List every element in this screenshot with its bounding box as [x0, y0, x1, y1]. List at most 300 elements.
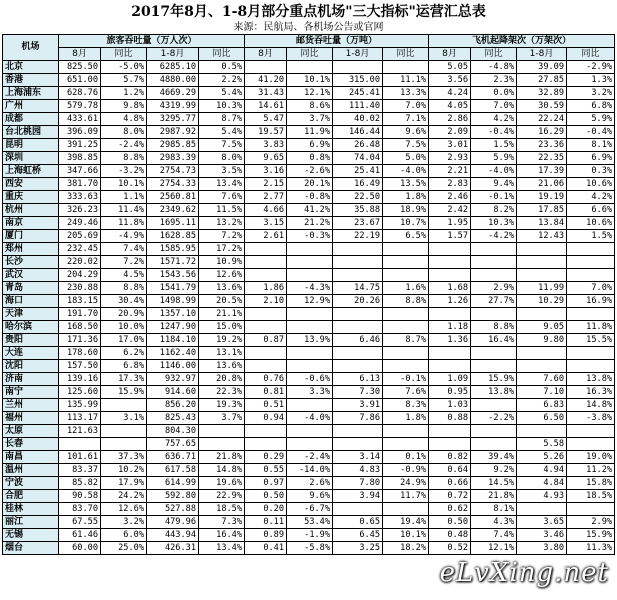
data-cell: 4880.00 — [147, 74, 199, 87]
data-cell: 7.10 — [517, 386, 567, 399]
data-cell — [383, 438, 429, 451]
data-cell — [333, 347, 383, 360]
data-cell: 3.15 — [245, 217, 287, 230]
data-cell: 12.1% — [471, 542, 517, 555]
data-cell — [471, 243, 517, 256]
data-cell — [287, 321, 333, 334]
data-cell: 83.37 — [59, 464, 101, 477]
table-row — [3, 230, 615, 243]
sub-header: 同比 — [383, 48, 429, 61]
data-cell: 9.6% — [383, 126, 429, 139]
data-cell: 7.0% — [383, 100, 429, 113]
data-cell: 1.57 — [429, 230, 471, 243]
data-cell: 13.8% — [567, 373, 615, 386]
data-cell — [567, 256, 615, 269]
data-cell: 171.36 — [59, 334, 101, 347]
data-cell: -2.2% — [471, 412, 517, 425]
data-cell: 1146.00 — [147, 360, 199, 373]
data-cell: 7.86 — [333, 412, 383, 425]
data-cell — [517, 360, 567, 373]
data-cell: 8.8% — [101, 282, 147, 295]
data-cell: 16.4% — [199, 529, 245, 542]
data-cell — [471, 347, 517, 360]
table-row — [3, 256, 615, 269]
airport-name-cell: 香港 — [3, 74, 59, 87]
data-cell — [429, 360, 471, 373]
data-cell: 9.05 — [517, 321, 567, 334]
data-cell — [287, 256, 333, 269]
table-row — [3, 178, 615, 191]
data-cell: 6.8% — [101, 360, 147, 373]
airport-name-cell: 南京 — [3, 217, 59, 230]
data-cell: 4.83 — [333, 464, 383, 477]
data-cell: 22.3% — [199, 386, 245, 399]
data-cell: 0.89 — [245, 529, 287, 542]
data-cell — [245, 61, 287, 74]
data-cell — [517, 243, 567, 256]
data-cell — [333, 425, 383, 438]
table-row — [3, 308, 615, 321]
data-cell: 3295.77 — [147, 113, 199, 126]
data-cell: 13.5% — [383, 178, 429, 191]
data-cell: 13.4% — [199, 542, 245, 555]
data-cell: 12.9% — [287, 295, 333, 308]
data-cell: 2.86 — [429, 113, 471, 126]
airport-name-cell: 长沙 — [3, 256, 59, 269]
passenger-group-header: 旅客吞吐量（万人次） — [59, 35, 245, 48]
data-cell: 479.96 — [147, 516, 199, 529]
data-cell: 6.46 — [333, 334, 383, 347]
data-cell: 3.16 — [245, 165, 287, 178]
data-cell: 146.44 — [333, 126, 383, 139]
data-cell: -1.9% — [287, 529, 333, 542]
airport-name-cell: 郑州 — [3, 243, 59, 256]
data-cell — [429, 425, 471, 438]
data-cell: 0.41 — [245, 542, 287, 555]
airport-name-cell: 烟台 — [3, 542, 59, 555]
data-cell: 13.4% — [199, 178, 245, 191]
table-row — [3, 529, 615, 542]
data-cell — [101, 425, 147, 438]
data-cell — [333, 321, 383, 334]
table-row — [3, 152, 615, 165]
data-cell: 2.6% — [287, 477, 333, 490]
data-cell: 7.5% — [383, 139, 429, 152]
data-cell: 2.9% — [567, 516, 615, 529]
data-cell: 18.5% — [567, 490, 615, 503]
data-cell — [245, 243, 287, 256]
data-cell: 249.46 — [59, 217, 101, 230]
data-cell: 1543.56 — [147, 269, 199, 282]
data-cell: 7.80 — [333, 477, 383, 490]
table-row — [3, 334, 615, 347]
airport-name-cell: 武汉 — [3, 269, 59, 282]
data-cell: 7.0% — [567, 282, 615, 295]
data-cell: 0.11 — [245, 516, 287, 529]
data-cell — [517, 308, 567, 321]
data-cell: 7.0% — [471, 100, 517, 113]
data-cell: 6.50 — [517, 412, 567, 425]
data-cell: 9.65 — [245, 152, 287, 165]
data-cell: -4.2% — [471, 230, 517, 243]
data-cell: 5.9% — [567, 113, 615, 126]
data-cell: 13.6% — [199, 282, 245, 295]
data-cell: 10.2% — [101, 464, 147, 477]
data-cell: 15.9% — [101, 386, 147, 399]
data-cell: -4.0% — [383, 165, 429, 178]
data-cell: 3.7% — [287, 113, 333, 126]
table-row — [3, 477, 615, 490]
data-cell: 6.5% — [383, 230, 429, 243]
data-cell: 60.00 — [59, 542, 101, 555]
sub-header: 同比 — [287, 48, 333, 61]
data-cell: 0.65 — [333, 516, 383, 529]
data-cell — [245, 438, 287, 451]
data-cell: 18.2% — [383, 542, 429, 555]
data-cell — [429, 269, 471, 282]
data-cell: 25.0% — [101, 542, 147, 555]
data-cell: 4.8% — [101, 113, 147, 126]
data-cell: 4319.99 — [147, 100, 199, 113]
data-cell: 13.6% — [199, 360, 245, 373]
data-cell — [567, 308, 615, 321]
data-cell: 1.03 — [429, 399, 471, 412]
data-cell: -3.2% — [101, 165, 147, 178]
data-cell: 8.1% — [471, 503, 517, 516]
data-cell — [199, 425, 245, 438]
data-cell: 10.9% — [199, 256, 245, 269]
sub-header: 1-8月 — [517, 48, 567, 61]
data-cell: 1628.85 — [147, 230, 199, 243]
data-cell: -0.4% — [567, 126, 615, 139]
data-cell: -4.9% — [101, 230, 147, 243]
data-cell — [567, 503, 615, 516]
data-cell — [287, 399, 333, 412]
data-cell: -4.0% — [471, 165, 517, 178]
airport-name-cell: 深圳 — [3, 152, 59, 165]
data-cell: -4.3% — [287, 282, 333, 295]
data-cell: 37.3% — [101, 451, 147, 464]
airport-name-cell: 厦门 — [3, 230, 59, 243]
data-cell: 592.80 — [147, 490, 199, 503]
data-cell: 90.58 — [59, 490, 101, 503]
table-row — [3, 74, 615, 87]
data-cell: 1.36 — [429, 334, 471, 347]
data-cell: 391.25 — [59, 139, 101, 152]
data-cell — [333, 438, 383, 451]
data-cell — [245, 347, 287, 360]
data-cell: 0.1% — [383, 451, 429, 464]
source-note: 来源：民航局、各机场公告或官网 — [233, 22, 384, 33]
table-row — [3, 516, 615, 529]
data-cell: 9.80 — [517, 334, 567, 347]
data-cell: 19.19 — [517, 191, 567, 204]
data-cell: 4.94 — [517, 464, 567, 477]
data-cell — [517, 269, 567, 282]
data-cell: 21.8% — [199, 451, 245, 464]
airport-name-cell: 温州 — [3, 464, 59, 477]
table-row — [3, 438, 615, 451]
data-cell: 347.66 — [59, 165, 101, 178]
data-cell — [567, 347, 615, 360]
data-cell: 3.91 — [333, 399, 383, 412]
data-cell: 13.84 — [517, 217, 567, 230]
data-cell: 10.6% — [567, 217, 615, 230]
data-cell: 0.88 — [429, 412, 471, 425]
data-cell: 101.61 — [59, 451, 101, 464]
data-cell: 3.3% — [287, 386, 333, 399]
data-cell: 4.3% — [471, 516, 517, 529]
data-cell: 20.5% — [199, 295, 245, 308]
data-cell: 40.02 — [333, 113, 383, 126]
data-cell: 2.3% — [471, 74, 517, 87]
table-row — [3, 113, 615, 126]
data-cell: 16.3% — [567, 386, 615, 399]
data-cell: 10.6% — [567, 178, 615, 191]
table-row — [3, 321, 615, 334]
airport-name-cell: 贵阳 — [3, 334, 59, 347]
data-cell: 11.9% — [287, 126, 333, 139]
data-cell: 8.6% — [287, 100, 333, 113]
data-cell: 0.64 — [429, 464, 471, 477]
data-cell: -4.0% — [287, 412, 333, 425]
data-cell: 10.3% — [199, 100, 245, 113]
data-cell: 11.2% — [567, 464, 615, 477]
table-row — [3, 165, 615, 178]
airport-name-cell: 北京 — [3, 61, 59, 74]
data-cell: 17.85 — [517, 204, 567, 217]
data-cell: 0.8% — [287, 152, 333, 165]
data-cell — [517, 503, 567, 516]
airport-name-cell: 西安 — [3, 178, 59, 191]
data-cell: 3.56 — [429, 74, 471, 87]
data-cell: -0.8% — [287, 191, 333, 204]
data-cell: -2.4% — [287, 451, 333, 464]
data-cell: 8.7% — [383, 334, 429, 347]
data-cell: 168.50 — [59, 321, 101, 334]
data-cell: 20.9% — [101, 308, 147, 321]
data-cell: 1.09 — [429, 373, 471, 386]
data-cell: 23.36 — [517, 139, 567, 152]
data-cell — [567, 360, 615, 373]
data-cell: -3.8% — [567, 412, 615, 425]
data-cell: 15.9% — [471, 373, 517, 386]
table-row — [3, 126, 615, 139]
data-cell: 14.61 — [245, 100, 287, 113]
data-cell: 2754.33 — [147, 178, 199, 191]
data-cell: 2.15 — [245, 178, 287, 191]
data-cell: 15.0% — [199, 321, 245, 334]
data-cell: 6.13 — [333, 373, 383, 386]
sub-header: 同比 — [101, 48, 147, 61]
table-row — [3, 139, 615, 152]
data-cell: 10.3% — [471, 217, 517, 230]
data-cell: 5.4% — [199, 87, 245, 100]
data-cell: 13.8% — [471, 386, 517, 399]
data-cell: 5.0% — [383, 152, 429, 165]
data-cell: 11.99 — [517, 282, 567, 295]
data-cell: 20.1% — [287, 178, 333, 191]
data-cell — [333, 269, 383, 282]
data-cell: 8.3% — [383, 399, 429, 412]
airport-name-cell: 兰州 — [3, 399, 59, 412]
data-cell: 230.88 — [59, 282, 101, 295]
data-cell: 21.1% — [199, 308, 245, 321]
data-cell: 11.8% — [101, 217, 147, 230]
data-cell: 0.0% — [471, 87, 517, 100]
data-cell: 17.2% — [199, 243, 245, 256]
data-cell: 157.50 — [59, 360, 101, 373]
data-cell: 1162.40 — [147, 347, 199, 360]
data-cell — [199, 438, 245, 451]
data-cell: 3.83 — [245, 139, 287, 152]
data-cell: 0.50 — [429, 516, 471, 529]
data-cell: -2.9% — [567, 61, 615, 74]
data-cell: 10.1% — [287, 74, 333, 87]
data-cell: 0.87 — [245, 334, 287, 347]
data-cell: 433.61 — [59, 113, 101, 126]
data-cell: 0.52 — [429, 542, 471, 555]
data-cell — [245, 269, 287, 282]
data-cell: 1.18 — [429, 321, 471, 334]
sub-header: 同比 — [471, 48, 517, 61]
data-cell: 7.1% — [383, 113, 429, 126]
data-cell: 4669.29 — [147, 87, 199, 100]
data-cell: 1.6% — [383, 282, 429, 295]
data-cell: -0.6% — [287, 373, 333, 386]
data-cell: 61.46 — [59, 529, 101, 542]
data-cell: 8.8% — [471, 321, 517, 334]
data-cell: 628.76 — [59, 87, 101, 100]
data-cell: 30.4% — [101, 295, 147, 308]
data-cell: 1247.90 — [147, 321, 199, 334]
data-cell: 1.1% — [101, 191, 147, 204]
data-cell: 1184.10 — [147, 334, 199, 347]
data-cell: 2983.39 — [147, 152, 199, 165]
airport-name-cell: 广州 — [3, 100, 59, 113]
data-cell — [567, 269, 615, 282]
airport-name-cell: 重庆 — [3, 191, 59, 204]
data-cell: 15.5% — [567, 334, 615, 347]
data-cell: 39.09 — [517, 61, 567, 74]
data-cell: -0.4% — [471, 126, 517, 139]
data-cell — [383, 256, 429, 269]
data-cell — [287, 269, 333, 282]
sub-header: 同比 — [199, 48, 245, 61]
data-cell: 579.78 — [59, 100, 101, 113]
data-cell — [471, 438, 517, 451]
table-row — [3, 360, 615, 373]
data-cell: 398.85 — [59, 152, 101, 165]
data-cell: 1.86 — [245, 282, 287, 295]
data-cell: 20.8% — [199, 373, 245, 386]
data-cell: 1.2% — [101, 87, 147, 100]
table-row — [3, 464, 615, 477]
data-cell — [333, 243, 383, 256]
data-cell: 53.4% — [287, 516, 333, 529]
data-cell: 10.7% — [383, 217, 429, 230]
data-cell: -2.4% — [101, 139, 147, 152]
flights-group-header: 飞机起降架次（万架次） — [429, 35, 615, 48]
data-cell: 3.80 — [517, 542, 567, 555]
data-cell: 4.5% — [101, 269, 147, 282]
data-cell: 0.82 — [429, 451, 471, 464]
data-cell: 19.2% — [199, 334, 245, 347]
data-cell: 0.95 — [429, 386, 471, 399]
data-cell — [567, 438, 615, 451]
data-cell: 3.46 — [517, 529, 567, 542]
data-cell — [101, 438, 147, 451]
data-cell: 17.3% — [101, 373, 147, 386]
data-cell: 67.55 — [59, 516, 101, 529]
data-cell: 8.8% — [101, 152, 147, 165]
data-cell: -5.8% — [287, 542, 333, 555]
data-cell: 3.2% — [101, 516, 147, 529]
data-cell: 2.9% — [471, 282, 517, 295]
data-cell: 1.8% — [383, 412, 429, 425]
data-cell: 4.2% — [471, 113, 517, 126]
data-cell: 5.58 — [517, 438, 567, 451]
data-cell: -0.1% — [471, 191, 517, 204]
table-row — [3, 269, 615, 282]
data-cell: 6.45 — [333, 529, 383, 542]
data-cell: 4.84 — [517, 477, 567, 490]
data-cell: 191.70 — [59, 308, 101, 321]
data-cell: 11.5% — [199, 204, 245, 217]
data-cell: 6.6% — [567, 204, 615, 217]
data-cell: 2.77 — [245, 191, 287, 204]
watermark-logo: eLvXing.net — [439, 558, 609, 588]
data-cell: 18.9% — [383, 204, 429, 217]
data-cell: 27.85 — [517, 74, 567, 87]
data-cell: 3.14 — [333, 451, 383, 464]
data-cell: 8.8% — [383, 295, 429, 308]
data-cell: 8.1% — [567, 139, 615, 152]
data-cell: 3.25 — [333, 542, 383, 555]
data-cell — [383, 321, 429, 334]
data-cell: 10.0% — [101, 321, 147, 334]
airport-name-cell: 海口 — [3, 295, 59, 308]
data-cell: 2987.92 — [147, 126, 199, 139]
data-cell: 11.8% — [567, 321, 615, 334]
data-cell: 1.5% — [471, 139, 517, 152]
data-cell — [429, 438, 471, 451]
data-cell: 19.57 — [245, 126, 287, 139]
data-cell: 2.93 — [429, 152, 471, 165]
data-cell — [517, 425, 567, 438]
airport-name-cell: 无锡 — [3, 529, 59, 542]
data-cell: 10.29 — [517, 295, 567, 308]
data-cell — [383, 61, 429, 74]
data-cell: 22.35 — [517, 152, 567, 165]
data-cell: 21.2% — [287, 217, 333, 230]
data-cell: 21.06 — [517, 178, 567, 191]
table-row — [3, 412, 615, 425]
data-cell — [287, 360, 333, 373]
data-cell: 614.99 — [147, 477, 199, 490]
data-cell: 22.50 — [333, 191, 383, 204]
data-cell: 20.26 — [333, 295, 383, 308]
data-cell: 23.67 — [333, 217, 383, 230]
data-cell: 220.02 — [59, 256, 101, 269]
data-cell: 2.83 — [429, 178, 471, 191]
data-cell — [287, 61, 333, 74]
airport-name-cell: 福州 — [3, 412, 59, 425]
table-row — [3, 100, 615, 113]
data-cell: 6.8% — [567, 100, 615, 113]
data-cell: 111.40 — [333, 100, 383, 113]
data-cell: 13.2% — [199, 217, 245, 230]
